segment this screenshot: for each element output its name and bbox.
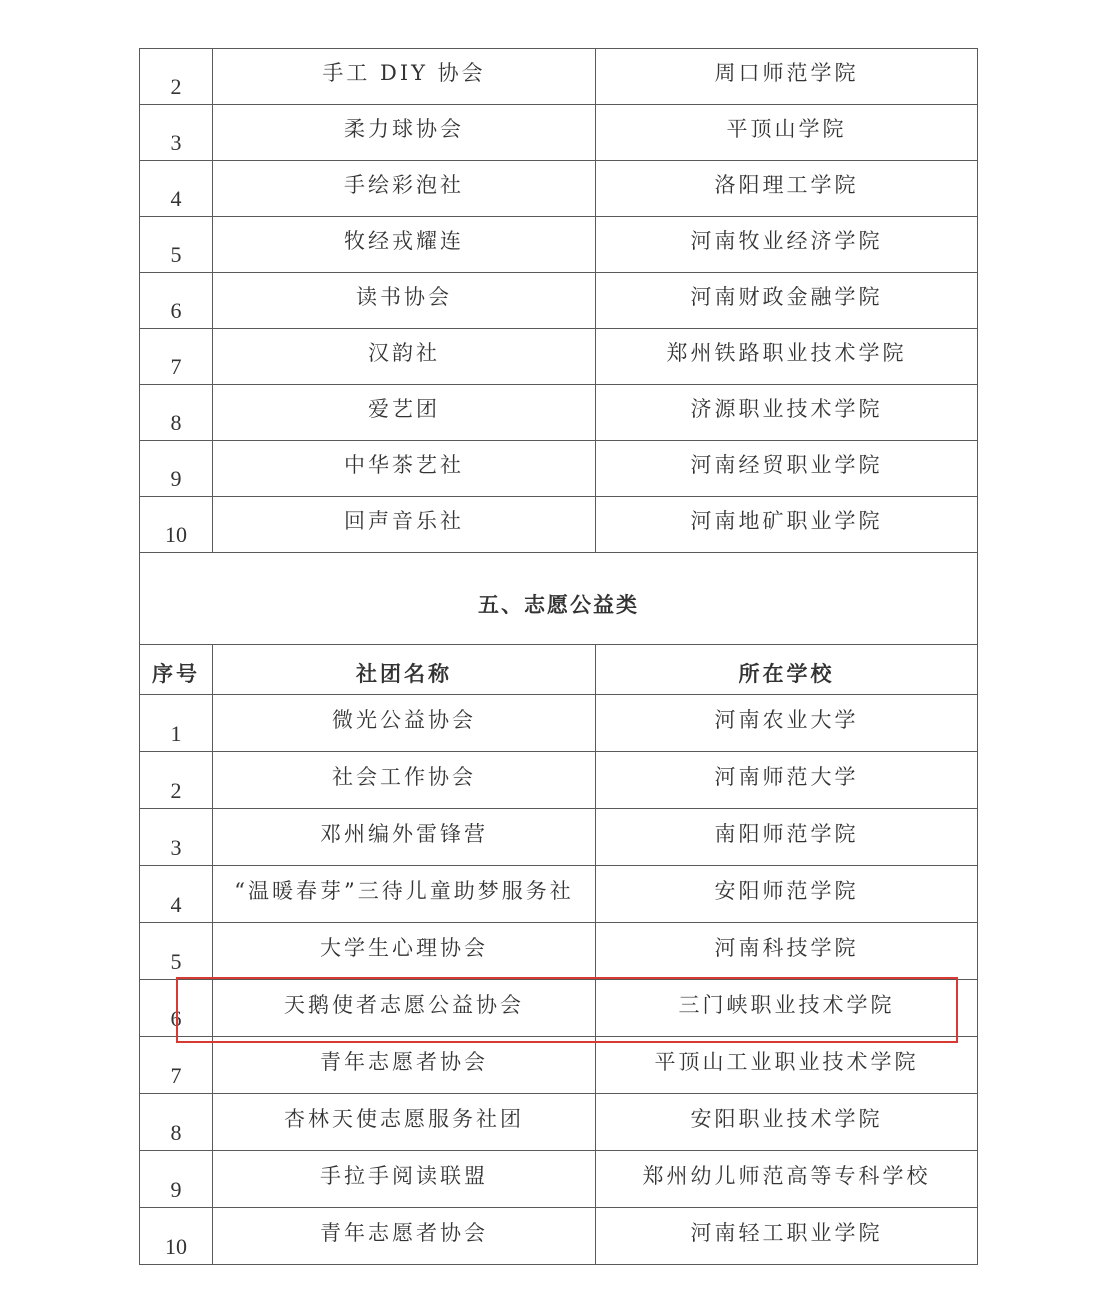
school-name: 安阳师范学院	[596, 866, 978, 923]
row-number: 1	[140, 695, 213, 752]
row-number: 5	[140, 923, 213, 980]
row-number: 6	[140, 273, 213, 329]
school-name: 郑州铁路职业技术学院	[596, 329, 978, 385]
club-list-table	[139, 48, 978, 1265]
club-name: 手工 DIY 协会	[213, 49, 596, 105]
row-number: 8	[140, 1094, 213, 1151]
table-row	[140, 329, 978, 385]
table-row	[140, 695, 978, 752]
section-title-row	[140, 553, 978, 645]
club-name: 回声音乐社	[213, 497, 596, 553]
school-name: 河南地矿职业学院	[596, 497, 978, 553]
column-header-school: 所在学校	[596, 645, 978, 695]
column-header-club: 社团名称	[213, 645, 596, 695]
section-title: 五、志愿公益类	[140, 553, 978, 645]
table-row-highlighted	[140, 980, 978, 1037]
table-row	[140, 105, 978, 161]
row-number: 2	[140, 752, 213, 809]
club-name: 社会工作协会	[213, 752, 596, 809]
club-name: 汉韵社	[213, 329, 596, 385]
school-name: 河南经贸职业学院	[596, 441, 978, 497]
table-row	[140, 161, 978, 217]
table-row	[140, 752, 978, 809]
row-number: 8	[140, 385, 213, 441]
school-name: 河南轻工职业学院	[596, 1208, 978, 1265]
table-row	[140, 923, 978, 980]
club-name: 牧经戎耀连	[213, 217, 596, 273]
club-name: 手绘彩泡社	[213, 161, 596, 217]
table-row	[140, 1094, 978, 1151]
school-name: 安阳职业技术学院	[596, 1094, 978, 1151]
school-name: 济源职业技术学院	[596, 385, 978, 441]
club-name: 青年志愿者协会	[213, 1037, 596, 1094]
club-name: 邓州编外雷锋营	[213, 809, 596, 866]
row-number: 4	[140, 866, 213, 923]
club-name: 微光公益协会	[213, 695, 596, 752]
row-number: 7	[140, 329, 213, 385]
table-row	[140, 809, 978, 866]
club-name: “温暖春芽”三待儿童助梦服务社	[213, 866, 596, 923]
club-name: 大学生心理协会	[213, 923, 596, 980]
club-name: 青年志愿者协会	[213, 1208, 596, 1265]
table-header-row	[140, 645, 978, 695]
table-row	[140, 385, 978, 441]
column-header-number: 序号	[140, 645, 213, 695]
school-name: 平顶山工业职业技术学院	[596, 1037, 978, 1094]
table-row	[140, 1151, 978, 1208]
table-row	[140, 1208, 978, 1265]
row-number: 4	[140, 161, 213, 217]
club-name: 杏林天使志愿服务社团	[213, 1094, 596, 1151]
row-number: 7	[140, 1037, 213, 1094]
school-name: 周口师范学院	[596, 49, 978, 105]
school-name: 河南科技学院	[596, 923, 978, 980]
club-name: 中华茶艺社	[213, 441, 596, 497]
club-name: 爱艺团	[213, 385, 596, 441]
school-name: 郑州幼儿师范高等专科学校	[596, 1151, 978, 1208]
table-row	[140, 49, 978, 105]
school-name: 河南师范大学	[596, 752, 978, 809]
school-name: 平顶山学院	[596, 105, 978, 161]
row-number: 5	[140, 217, 213, 273]
row-number: 9	[140, 1151, 213, 1208]
row-number: 3	[140, 105, 213, 161]
school-name: 河南农业大学	[596, 695, 978, 752]
row-number: 10	[140, 1208, 213, 1265]
club-name: 天鹅使者志愿公益协会	[213, 980, 596, 1037]
row-number: 9	[140, 441, 213, 497]
school-name: 河南财政金融学院	[596, 273, 978, 329]
club-name: 读书协会	[213, 273, 596, 329]
row-number: 6	[140, 980, 213, 1037]
table-row	[140, 217, 978, 273]
club-name: 柔力球协会	[213, 105, 596, 161]
row-number: 10	[140, 497, 213, 553]
school-name: 三门峡职业技术学院	[596, 980, 978, 1037]
table-row	[140, 1037, 978, 1094]
table-row	[140, 497, 978, 553]
school-name: 洛阳理工学院	[596, 161, 978, 217]
club-name: 手拉手阅读联盟	[213, 1151, 596, 1208]
table-row	[140, 273, 978, 329]
school-name: 河南牧业经济学院	[596, 217, 978, 273]
row-number: 2	[140, 49, 213, 105]
table-row	[140, 441, 978, 497]
school-name: 南阳师范学院	[596, 809, 978, 866]
row-number: 3	[140, 809, 213, 866]
table-row	[140, 866, 978, 923]
